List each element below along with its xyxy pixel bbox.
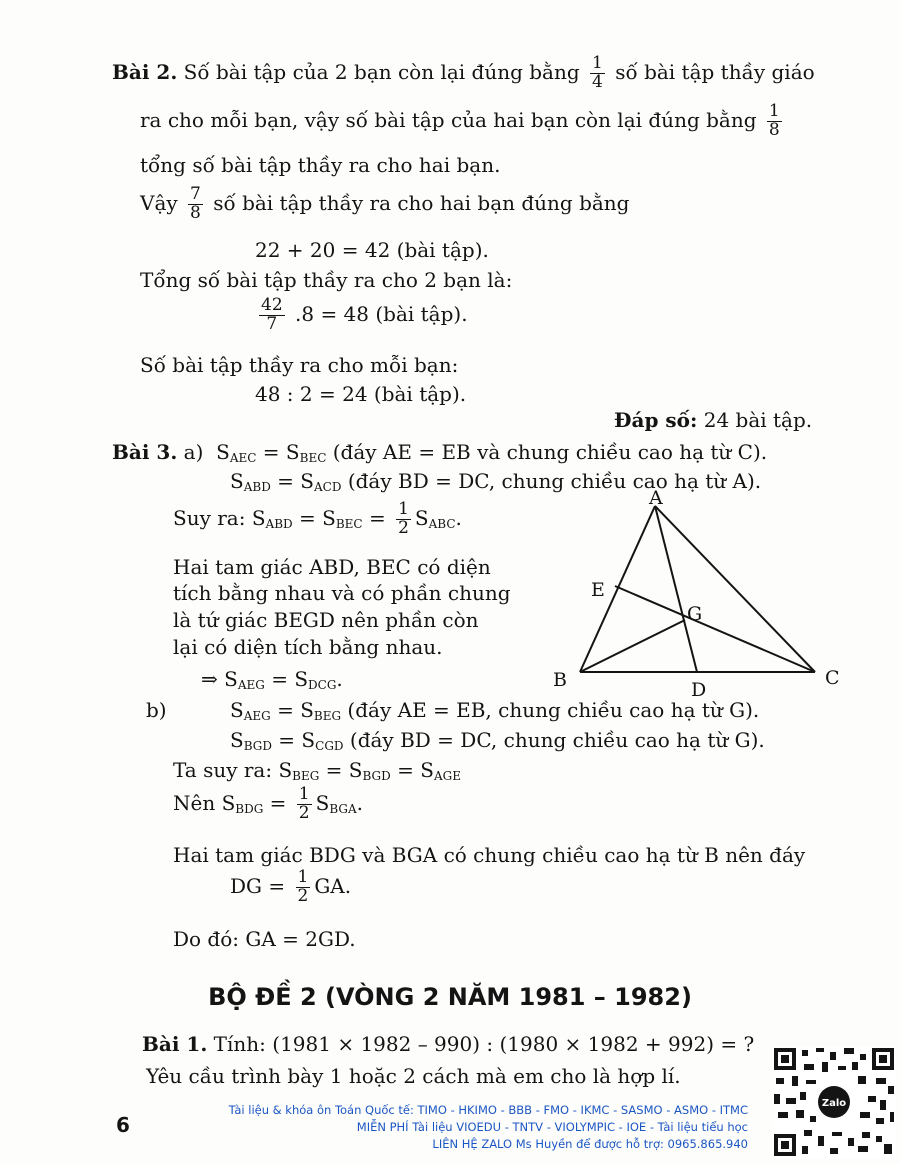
bai3-para-1: Hai tam giác ABD, BEC có diện bbox=[173, 555, 491, 579]
median-ce bbox=[615, 586, 815, 672]
zalo-badge-text: Zalo bbox=[821, 1098, 847, 1109]
bai2-text-1a: Số bài tập của 2 bạn còn lại đúng bằng bbox=[183, 59, 580, 84]
bai3-line-a1: Bài 3. a) $S_{AEC} = S_{BEC}$ (đáy AE = EB và chung chiều cao hạ từ C). bbox=[112, 440, 768, 465]
label-e: E bbox=[591, 579, 605, 601]
bai2-line-5: 22 + 20 = 42 (bài tập). bbox=[255, 238, 489, 262]
bai2-line-9: 48 : 2 = 24 (bài tập). bbox=[255, 382, 467, 406]
label-c: C bbox=[825, 667, 840, 689]
fraction-1-2: $\frac{1}{2}$ bbox=[398, 499, 409, 538]
bai3-line-a2: $S_{ABD} = S_{ACD}$ (đáy BD = DC, chung chiều cao hạ từ A). bbox=[230, 469, 762, 494]
bai2-answer bbox=[614, 410, 812, 430]
bai1-text: Tính: (1981 × 1982 – 990) : (1980 × 1982 + 992) = ? bbox=[213, 1032, 755, 1056]
triangle-figure bbox=[545, 486, 855, 701]
label-g: G bbox=[687, 603, 703, 625]
bai3-para-3: là tứ giác BEGD nên phần còn bbox=[173, 608, 479, 632]
bai2-line-4 bbox=[140, 186, 630, 223]
fraction-1-4: $\frac{1}{4}$ bbox=[592, 53, 603, 92]
bai2-line-8: Số bài tập thầy ra cho mỗi bạn: bbox=[140, 353, 459, 377]
bai2-label: Bài 2. bbox=[112, 59, 178, 84]
bai2-line-7 bbox=[255, 297, 468, 334]
label-a: A bbox=[649, 487, 663, 509]
bai3-line-b5: Hai tam giác BDG và BGA có chung chiều cao hạ từ B nên đáy bbox=[173, 843, 806, 867]
part-a-label: a) bbox=[183, 440, 204, 464]
footer-line-2: MIỄN PHÍ Tài liệu VIOEDU - TNTV - VIOLYMPIC - IOE - Tài liệu tiểu học bbox=[356, 1120, 748, 1134]
segment-bg bbox=[580, 620, 685, 672]
bai3-line-b2: $S_{BGD} = S_{CGD}$ (đáy BD = DC, chung chiều cao hạ từ G). bbox=[230, 728, 765, 753]
page-number: 6 bbox=[116, 1113, 130, 1137]
bai3-suy-ra: Suy ra: $S_{ABD} = S_{BEC}$ = $\frac{1}{2}$ $S_{ABC}$. bbox=[173, 499, 462, 538]
side-ac bbox=[655, 506, 815, 672]
fraction-7-8: $\frac{7}{8}$ bbox=[190, 184, 201, 223]
bai2-text-4a: Vậy bbox=[140, 190, 178, 215]
bai2-text-1b: số bài tập thầy giáo bbox=[615, 59, 815, 84]
bai3-line-b7: Do đó: GA = 2GD. bbox=[173, 927, 356, 951]
part-b-label: b) bbox=[146, 698, 167, 722]
bai3-line-b4: Nên $S_{BDG}$ = $\frac{1}{2}$ $S_{BGA}$. bbox=[173, 784, 363, 823]
bai2-line-1 bbox=[112, 55, 815, 92]
footer-line-1: Tài liệu & khóa ôn Toán Quốc tế: TIMO - HKIMO - BBB - FMO - IKMC - SASMO - ASMO - ITMC bbox=[228, 1103, 748, 1117]
bai3-line-b1 bbox=[146, 700, 167, 720]
bai2-line-3: tổng số bài tập thầy ra cho hai bạn. bbox=[140, 153, 501, 177]
bai1-label: Bài 1. bbox=[142, 1032, 208, 1056]
qr-code[interactable] bbox=[772, 1046, 896, 1158]
fraction-1-8: $\frac{1}{8}$ bbox=[768, 101, 780, 140]
section-heading: BỘ ĐỀ 2 (VÒNG 2 NĂM 1981 – 1982) bbox=[208, 983, 692, 1011]
fraction-1-2-c: $\frac{1}{2}$ bbox=[297, 867, 309, 906]
bai2-text-2: ra cho mỗi bạn, vậy số bài tập của hai bạn còn lại đúng bằng bbox=[140, 107, 757, 132]
fraction-1-2-b: $\frac{1}{2}$ bbox=[298, 784, 310, 823]
bai3-implies: ⇒ $S_{AEG} = S_{DCG}$. bbox=[201, 667, 343, 692]
bai3-line-b6: DG = $\frac{1}{2}$ GA. bbox=[230, 867, 352, 906]
fraction-42-7: $\frac{42}{7}$ bbox=[261, 295, 283, 334]
bai1-line-1 bbox=[142, 1034, 754, 1054]
footer-line-3: LIÊN HỆ ZALO Ms Huyền để được hỗ trợ: 0965.865.940 bbox=[432, 1137, 748, 1151]
bai3-line-b3: Ta suy ra: $S_{BEG} = S_{BGD} = S_{AGE}$ bbox=[173, 758, 461, 783]
bai2-text-4b: số bài tập thầy ra cho hai bạn đúng bằng bbox=[213, 190, 630, 215]
bai3-para-4: lại có diện tích bằng nhau. bbox=[173, 635, 443, 659]
bai2-line-2 bbox=[140, 103, 786, 140]
label-b: B bbox=[553, 669, 567, 691]
bai3-para-2: tích bằng nhau và có phần chung bbox=[173, 581, 511, 605]
median-ad bbox=[655, 506, 697, 672]
answer-value: 24 bài tập. bbox=[703, 408, 813, 432]
bai1-line-2: Yêu cầu trình bày 1 hoặc 2 cách mà em cho là hợp lí. bbox=[146, 1064, 681, 1088]
bai2-line-6: Tổng số bài tập thầy ra cho 2 bạn là: bbox=[140, 268, 513, 292]
label-d: D bbox=[691, 679, 707, 701]
bai3-label: Bài 3. bbox=[112, 440, 178, 464]
answer-label: Đáp số: bbox=[614, 408, 698, 432]
bai2-text-7: .8 = 48 (bài tập). bbox=[295, 301, 468, 326]
bai3-line-b1-text: $S_{AEG} = S_{BEG}$ (đáy AE = EB, chung chiều cao hạ từ G). bbox=[230, 698, 760, 723]
